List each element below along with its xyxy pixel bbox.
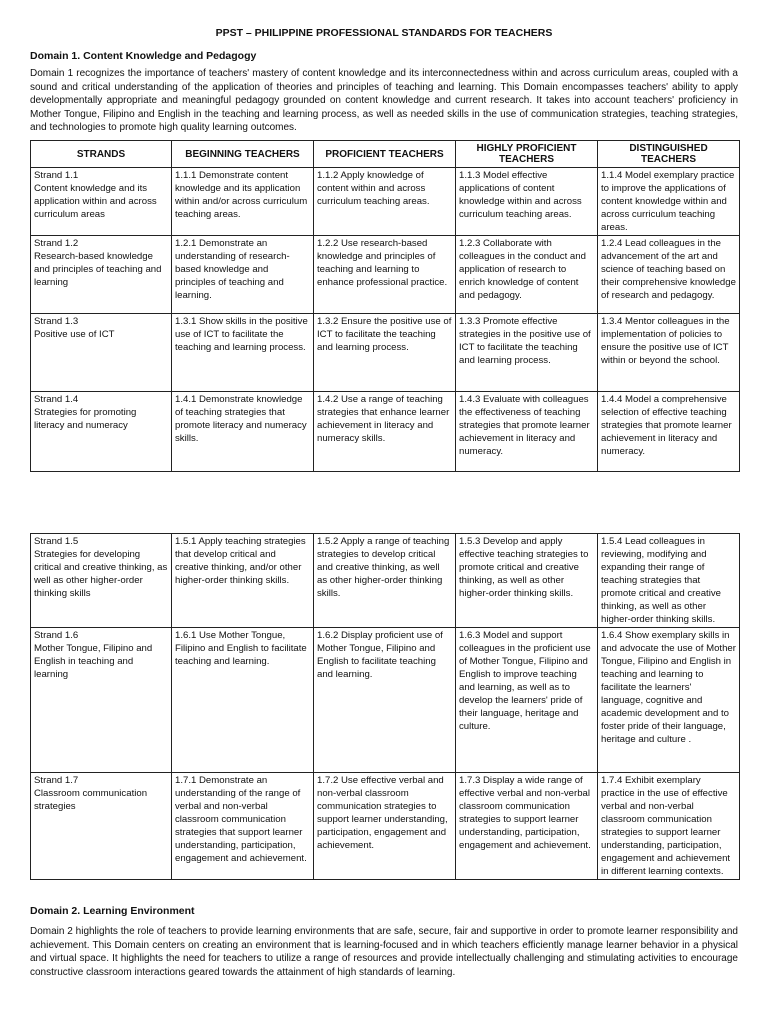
indicator-proficient: 1.6.2 Display proficient use of Mother Tongue, Filipino and English to facilitate teaching and learning.: [314, 628, 456, 773]
table-header-row: [31, 141, 740, 168]
standards-table-part1: [30, 140, 740, 472]
indicator-highly: 1.2.3 Collaborate with colleagues in the conduct and application of research to enrich knowledge of content and pedagogy.: [456, 236, 598, 314]
domain1-heading: Domain 1. Content Knowledge and Pedagogy: [30, 50, 257, 62]
indicator-distinguished: 1.3.4 Mentor colleagues in the implementation of policies to ensure the positive use of ICT within or beyond the school.: [598, 314, 740, 392]
domain2-paragraph: Domain 2 highlights the role of teachers to provide learning environments that are safe, secure, fair and supportive in order to promote learner responsibility and achievement. This Domain centers on creating an environment that is learning-focused and in which teachers efficiently manage learner behavior in a physical and virtual space. It highlights the need for teachers to utilize a range of resources and provide intellectually challenging and stimulating activities to encourage constructive classroom interactions geared towards the attainment of high standards of learning.: [30, 926, 738, 978]
strand-cell: [31, 628, 172, 773]
header-distinguished: DISTINGUISHED TEACHERS: [598, 141, 740, 168]
strand-number: Strand 1.5: [34, 536, 79, 547]
indicator-beginning: 1.7.1 Demonstrate an understanding of the range of verbal and non-verbal classroom communication strategies that support learner understanding, participation, engagement and achievement.: [172, 773, 314, 880]
strand-number: Strand 1.7: [34, 775, 79, 786]
indicator-distinguished: 1.5.4 Lead colleagues in reviewing, modifying and expanding their range of teaching strategies that promote critical and creative thinking, as well as other higher-order thinking skills.: [598, 534, 740, 628]
strand-title: Classroom communication strategies: [34, 788, 148, 812]
table-row: [31, 534, 740, 628]
indicator-distinguished: 1.7.4 Exhibit exemplary practice in the use of effective verbal and non-verbal classroom communication strategies to support learner understanding, participation, engagement and achievement in different learning contexts.: [598, 773, 740, 880]
strand-number: Strand 1.1: [34, 170, 79, 181]
indicator-beginning: 1.4.1 Demonstrate knowledge of teaching strategies that promote literacy and numeracy skills.: [172, 392, 314, 472]
strand-cell: [31, 534, 172, 628]
header-beginning: BEGINNING TEACHERS: [172, 141, 314, 168]
indicator-beginning: 1.6.1 Use Mother Tongue, Filipino and English to facilitate teaching and learning.: [172, 628, 314, 773]
header-strands: STRANDS: [31, 141, 172, 168]
domain2-heading: Domain 2. Learning Environment: [30, 905, 195, 917]
table-row: [31, 314, 740, 392]
strand-number: Strand 1.2: [34, 238, 79, 249]
table-row: [31, 628, 740, 773]
indicator-beginning: 1.3.1 Show skills in the positive use of ICT to facilitate the teaching and learning process.: [172, 314, 314, 392]
strand-title: Positive use of ICT: [34, 329, 115, 340]
indicator-distinguished: 1.2.4 Lead colleagues in the advancement of the art and science of teaching based on their comprehensive knowledge of research and pedagogy.: [598, 236, 740, 314]
page-title: PPST – PHILIPPINE PROFESSIONAL STANDARDS FOR TEACHERS: [215, 27, 553, 39]
header-highly-proficient: HIGHLY PROFICIENT TEACHERS: [456, 141, 598, 168]
strand-cell: [31, 392, 172, 472]
indicator-beginning: 1.2.1 Demonstrate an understanding of research-based knowledge and principles of teaching and learning.: [172, 236, 314, 314]
strand-title: Research-based knowledge and principles of teaching and learning: [34, 251, 162, 288]
strand-number: Strand 1.3: [34, 316, 79, 327]
standards-table-part2: [30, 533, 740, 880]
strand-title: Strategies for promoting literacy and numeracy: [34, 407, 137, 431]
strand-number: Strand 1.4: [34, 394, 79, 405]
table-row: [31, 773, 740, 880]
indicator-proficient: 1.4.2 Use a range of teaching strategies that enhance learner achievement in literacy and numeracy skills.: [314, 392, 456, 472]
indicator-proficient: 1.5.2 Apply a range of teaching strategies to develop critical and creative thinking, as well as other higher-order thinking skills.: [314, 534, 456, 628]
table-row: [31, 392, 740, 472]
indicator-highly: 1.6.3 Model and support colleagues in the proficient use of Mother Tongue, Filipino and English to improve teaching and learning, as well as to develop the learners' pride of their language, heritage and culture.: [456, 628, 598, 773]
indicator-distinguished: 1.6.4 Show exemplary skills in and advocate the use of Mother Tongue, Filipino and English in teaching and learning to facilitate the learners' language, cognitive and academic development and to foster pride of their language, heritage and culture .: [598, 628, 740, 773]
indicator-distinguished: 1.1.4 Model exemplary practice to improve the applications of content knowledge within and across curriculum teaching areas.: [598, 168, 740, 236]
domain1-paragraph: Domain 1 recognizes the importance of teachers' mastery of content knowledge and its interconnectedness within and across curriculum areas, coupled with a sound and critical understanding of the application of theories and principles of teaching and learning. This Domain encompasses teachers' ability to apply developmentally appropriate and meaningful pedagogy grounded on content knowledge and current research. It takes into account teachers' proficiency in Mother Tongue, Filipino and English in the teaching and learning process, as well as needed skills in the use of communication strategies, teaching strategies, and technologies to promote high quality learning outcomes.: [30, 68, 738, 133]
indicator-highly: 1.1.3 Model effective applications of content knowledge within and across curriculum teaching areas.: [456, 168, 598, 236]
strand-cell: [31, 773, 172, 880]
indicator-beginning: 1.1.1 Demonstrate content knowledge and its application within and/or across curriculum teaching areas.: [172, 168, 314, 236]
indicator-highly: 1.4.3 Evaluate with colleagues the effectiveness of teaching strategies that promote learner achievement in literacy and numeracy.: [456, 392, 598, 472]
indicator-proficient: 1.7.2 Use effective verbal and non-verbal classroom communication strategies to support learner understanding, participation, engagement and achievement.: [314, 773, 456, 880]
table-row: [31, 236, 740, 314]
strand-title: Content knowledge and its application within and across curriculum areas: [34, 183, 157, 220]
strand-number: Strand 1.6: [34, 630, 79, 641]
indicator-highly: 1.3.3 Promote effective strategies in the positive use of ICT to facilitate the teaching and learning process.: [456, 314, 598, 392]
indicator-distinguished: 1.4.4 Model a comprehensive selection of effective teaching strategies that promote learner achievement in literacy and numeracy.: [598, 392, 740, 472]
indicator-proficient: 1.1.2 Apply knowledge of content within and across curriculum teaching areas.: [314, 168, 456, 236]
strand-cell: [31, 314, 172, 392]
indicator-highly: 1.5.3 Develop and apply effective teaching strategies to promote critical and creative thinking, as well as other higher-order thinking skills.: [456, 534, 598, 628]
strand-title: Strategies for developing critical and creative thinking, as well as other higher-order thinking skills: [34, 549, 168, 599]
indicator-highly: 1.7.3 Display a wide range of effective verbal and non-verbal classroom communication strategies to support learner understanding, participation, engagement and achievement.: [456, 773, 598, 880]
strand-title: Mother Tongue, Filipino and English in teaching and learning: [34, 643, 153, 680]
header-proficient: PROFICIENT TEACHERS: [314, 141, 456, 168]
indicator-proficient: 1.2.2 Use research-based knowledge and principles of teaching and learning to enhance professional practice.: [314, 236, 456, 314]
table-row: [31, 168, 740, 236]
strand-cell: [31, 236, 172, 314]
indicator-beginning: 1.5.1 Apply teaching strategies that develop critical and creative thinking, and/or other higher-order thinking skills.: [172, 534, 314, 628]
indicator-proficient: 1.3.2 Ensure the positive use of ICT to facilitate the teaching and learning process.: [314, 314, 456, 392]
strand-cell: [31, 168, 172, 236]
